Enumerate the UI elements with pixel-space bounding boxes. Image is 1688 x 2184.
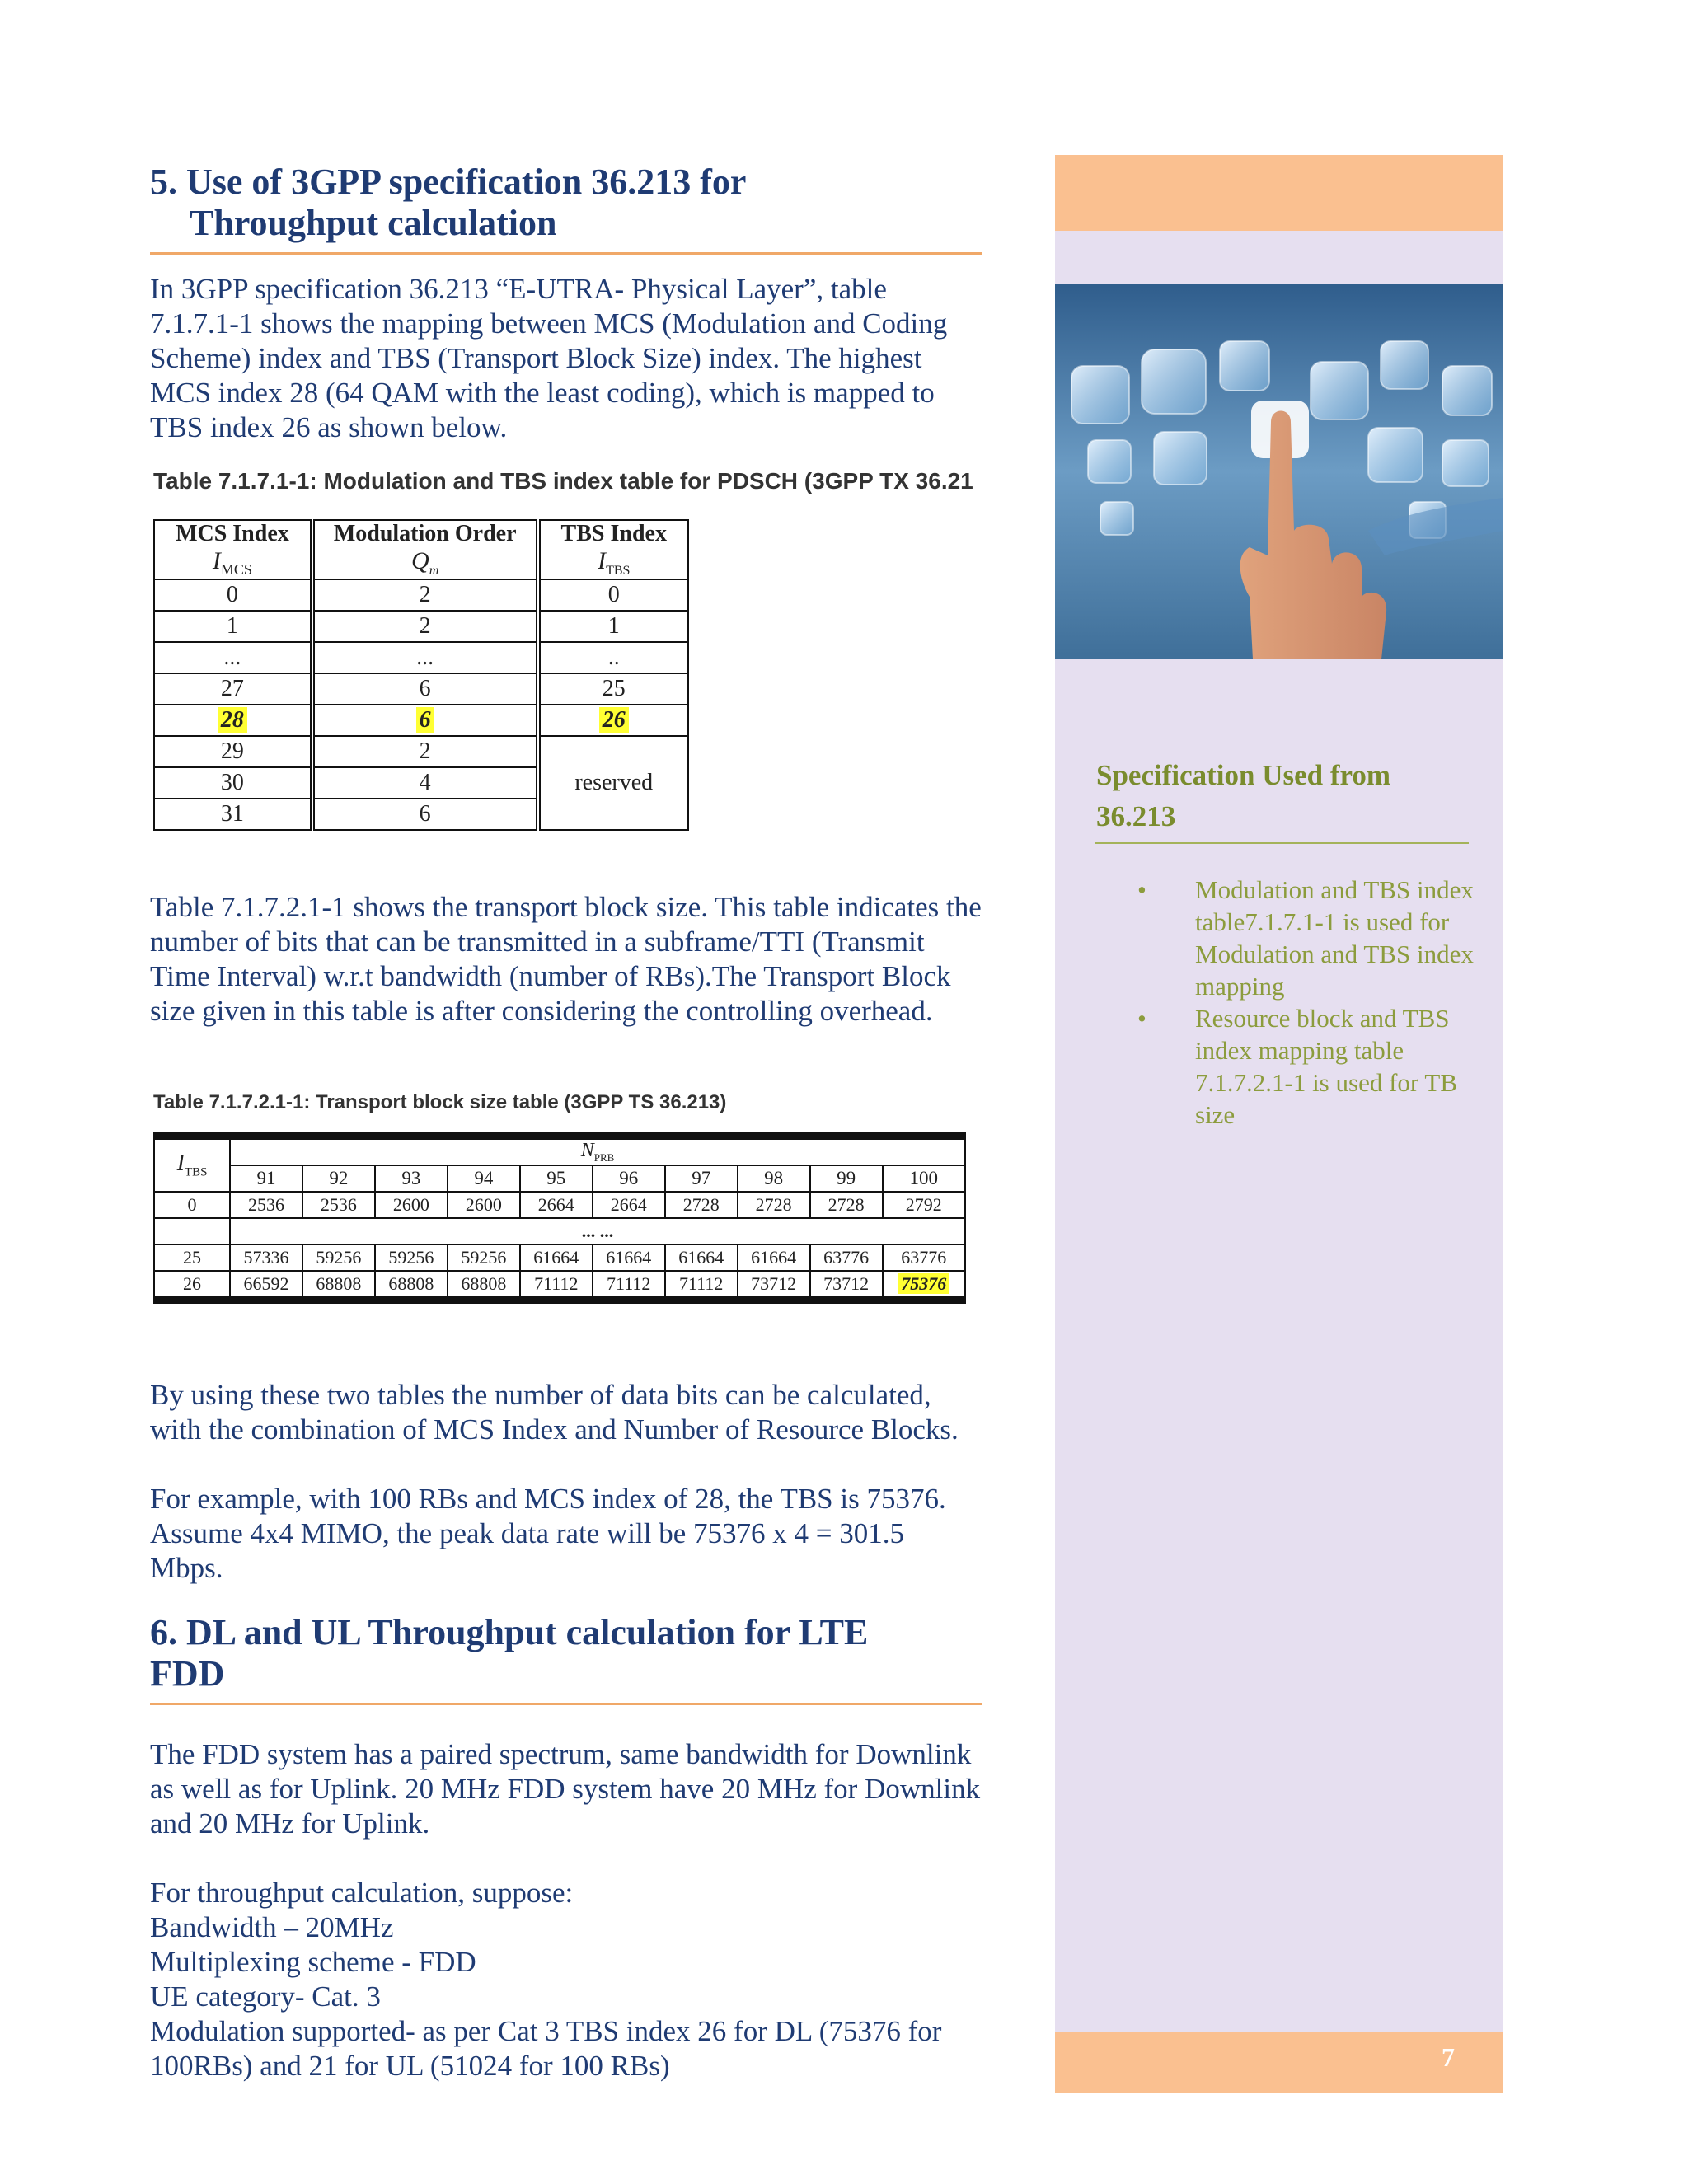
mcs-cell: 29 bbox=[154, 736, 312, 767]
suppose-line: Modulation supported- as per Cat 3 TBS index 26 for DL (75376 for 100RBs) and 21 for UL (51024 for 100 RBs) bbox=[150, 2015, 942, 2082]
tbs-value-cell: 61664 bbox=[738, 1244, 810, 1271]
mcs-cell: ... bbox=[154, 642, 312, 673]
tbs-symbol-sub: TBS bbox=[606, 564, 631, 578]
modulation-cell: 6 bbox=[312, 673, 538, 705]
highlight-tbs-26: 26 bbox=[599, 707, 629, 733]
tbs-value-cell: 2664 bbox=[520, 1192, 593, 1218]
sidebar-item-text: Modulation and TBS index table7.1.7.1-1 is used for Modulation and TBS index mapping bbox=[1195, 875, 1474, 1001]
tbs-row-header-sub: TBS bbox=[184, 1165, 208, 1179]
tbs-value-cell: 61664 bbox=[593, 1244, 665, 1271]
tbs-symbol-main: I bbox=[598, 547, 607, 574]
tbs-value-cell: 73712 bbox=[810, 1271, 883, 1297]
table-row bbox=[154, 1218, 965, 1244]
tbs-row-header-main: I bbox=[176, 1151, 185, 1177]
tbs-value-cell: 2728 bbox=[810, 1192, 883, 1218]
tbs-row-label: 0 bbox=[154, 1192, 230, 1218]
suppose-line: Bandwidth – 20MHz bbox=[150, 1911, 394, 1943]
highlight-modulation-6: 6 bbox=[416, 707, 434, 733]
table-row bbox=[154, 1244, 965, 1271]
calc-paragraph-2: For example, with 100 RBs and MCS index of 28, the TBS is 75376. Assume 4x4 MIMO, the peak data rate will be 75376 x 4 = 301.5 Mbps. bbox=[150, 1483, 946, 1584]
section-6-heading-line2: FDD bbox=[150, 1653, 225, 1694]
mcs-symbol-main: I bbox=[212, 547, 221, 574]
tbs-value-cell: 71112 bbox=[593, 1271, 665, 1297]
tbs-value-cell: 2536 bbox=[302, 1192, 375, 1218]
tbs-value-cell: 68808 bbox=[448, 1271, 520, 1297]
mcs-header-tbs-index bbox=[538, 520, 689, 579]
tbs-value-cell: 59256 bbox=[302, 1244, 375, 1271]
bullet-icon: • bbox=[1137, 1004, 1146, 1033]
tbs-column-group-header bbox=[230, 1139, 965, 1165]
tbs-column-label: 98 bbox=[738, 1165, 810, 1192]
tbs-cell: 0 bbox=[538, 579, 689, 611]
tbs-column-label: 95 bbox=[520, 1165, 593, 1192]
tbs-ellipsis-cell: ... ... bbox=[230, 1218, 965, 1244]
mcs-header-modulation-order bbox=[312, 520, 538, 579]
modulation-cell: 2 bbox=[312, 736, 538, 767]
tbs-value-cell: 2536 bbox=[230, 1192, 302, 1218]
tbs-col-group-main: N bbox=[580, 1140, 594, 1162]
mcs-header-modulation-symbol bbox=[315, 547, 536, 579]
sidebar-item-text: Resource block and TBS index mapping table 7.1.7.2.1-1 is used for TB size bbox=[1195, 1004, 1458, 1129]
modulation-cell: ... bbox=[312, 642, 538, 673]
tbs-value-cell: 71112 bbox=[665, 1271, 738, 1297]
tbs-column-label: 100 bbox=[883, 1165, 965, 1192]
tbs-cell: 25 bbox=[538, 673, 689, 705]
section-5-rule bbox=[150, 252, 982, 255]
tbs-row-label: 25 bbox=[154, 1244, 230, 1271]
tbs-table-caption: Table 7.1.7.2.1-1: Transport block size table (3GPP TS 36.213) bbox=[153, 1091, 727, 1113]
tbs-value-cell: 66592 bbox=[230, 1271, 302, 1297]
mcs-table-header-row bbox=[154, 520, 688, 579]
sidebar-title: Specification Used from 36.213 bbox=[1096, 759, 1391, 832]
section-5-heading-line2: Throughput calculation bbox=[190, 203, 557, 243]
list-item bbox=[1137, 874, 1475, 1002]
highlight-mcs-28: 28 bbox=[218, 707, 247, 733]
modulation-symbol-main: Q bbox=[411, 547, 429, 574]
tbs-value-cell: 2600 bbox=[448, 1192, 520, 1218]
table-row-highlighted bbox=[154, 705, 688, 736]
modulation-cell bbox=[312, 705, 538, 736]
modulation-cell: 2 bbox=[312, 611, 538, 642]
table-row bbox=[154, 673, 688, 705]
tbs-value-cell: 59256 bbox=[448, 1244, 520, 1271]
section-6-rule bbox=[150, 1703, 982, 1705]
tbs-value-cell: 2728 bbox=[665, 1192, 738, 1218]
tbs-table bbox=[153, 1138, 966, 1298]
tbs-cell: 1 bbox=[538, 611, 689, 642]
tbs-value-cell: 2792 bbox=[883, 1192, 965, 1218]
tbs-table-frame bbox=[153, 1132, 966, 1304]
tbs-value-cell: 68808 bbox=[302, 1271, 375, 1297]
tbs-column-label: 91 bbox=[230, 1165, 302, 1192]
sidebar-title-rule bbox=[1095, 842, 1469, 844]
sidebar-photo-finger-touch bbox=[1055, 284, 1503, 659]
suppose-block bbox=[150, 1876, 982, 2083]
mcs-table-caption: Table 7.1.7.1-1: Modulation and TBS index table for PDSCH (3GPP TX 36.21 bbox=[153, 468, 973, 494]
tbs-cell bbox=[538, 705, 689, 736]
mcs-header-mcs-index-label: MCS Index bbox=[176, 521, 289, 546]
tbs-value-cell: 73712 bbox=[738, 1271, 810, 1297]
mcs-cell: 31 bbox=[154, 799, 312, 830]
mcs-header-tbs-symbol bbox=[541, 547, 688, 579]
mcs-header-modulation-order-label: Modulation Order bbox=[333, 521, 517, 546]
tbs-value-cell: 68808 bbox=[375, 1271, 448, 1297]
mcs-symbol-sub: MCS bbox=[220, 561, 252, 578]
mcs-cell bbox=[154, 705, 312, 736]
section-5-heading bbox=[150, 162, 991, 244]
sidebar-list bbox=[1137, 874, 1475, 1131]
page-number: 7 bbox=[1442, 2042, 1455, 2072]
tbs-value-cell: 59256 bbox=[375, 1244, 448, 1271]
tbs-value-cell: 61664 bbox=[665, 1244, 738, 1271]
section-6-heading bbox=[150, 1612, 991, 1694]
table-row bbox=[154, 611, 688, 642]
tbs-row-header bbox=[154, 1139, 230, 1192]
tbs-value-cell: 57336 bbox=[230, 1244, 302, 1271]
section-6-heading-line1: 6. DL and UL Throughput calculation for LTE bbox=[150, 1612, 869, 1652]
mcs-header-tbs-index-label: TBS Index bbox=[560, 521, 667, 546]
sidebar-bottom-band bbox=[1055, 2032, 1503, 2093]
section-6-paragraph-1: The FDD system has a paired spectrum, same bandwidth for Downlink as well as for Uplink. 20 MHz FDD system have 20 MHz for Downlink and 20 MHz for Uplink. bbox=[150, 1738, 981, 1840]
table-row bbox=[154, 642, 688, 673]
mcs-header-mcs-symbol bbox=[155, 547, 310, 579]
tbs-column-label: 99 bbox=[810, 1165, 883, 1192]
tbs-column-label: 92 bbox=[302, 1165, 375, 1192]
bullet-icon: • bbox=[1137, 875, 1146, 904]
modulation-symbol-sub: m bbox=[429, 564, 439, 578]
tbs-row-label bbox=[154, 1218, 230, 1244]
mcs-table bbox=[153, 519, 689, 831]
tbs-value-cell: 2600 bbox=[375, 1192, 448, 1218]
table-row bbox=[154, 579, 688, 611]
tbs-paragraph: Table 7.1.7.2.1-1 shows the transport block size. This table indicates the number of bits that can be transmitted in a subframe/TTI (Transmit Time Interval) w.r.t bandwidth (number of RBs).The Transport Block size given in this table is after considering the controlling overhead. bbox=[150, 891, 982, 1027]
list-item bbox=[1137, 1002, 1475, 1131]
tbs-value-cell: 61664 bbox=[520, 1244, 593, 1271]
tbs-col-group-sub: PRB bbox=[593, 1151, 615, 1164]
tbs-column-label: 94 bbox=[448, 1165, 520, 1192]
tbs-column-label: 93 bbox=[375, 1165, 448, 1192]
mcs-cell: 27 bbox=[154, 673, 312, 705]
mcs-cell: 0 bbox=[154, 579, 312, 611]
table-row bbox=[154, 736, 688, 767]
sidebar bbox=[1055, 155, 1503, 2093]
tbs-header-row bbox=[154, 1139, 965, 1165]
tbs-cell: .. bbox=[538, 642, 689, 673]
table-row bbox=[154, 1271, 965, 1297]
tbs-column-labels-row bbox=[154, 1165, 965, 1192]
suppose-line: Multiplexing scheme - FDD bbox=[150, 1946, 476, 1978]
tbs-value-cell bbox=[883, 1271, 965, 1297]
tbs-value-cell: 71112 bbox=[520, 1271, 593, 1297]
modulation-cell: 4 bbox=[312, 767, 538, 799]
tbs-column-label: 96 bbox=[593, 1165, 665, 1192]
tbs-row-label: 26 bbox=[154, 1271, 230, 1297]
mcs-header-mcs-index bbox=[154, 520, 312, 579]
tbs-column-label: 97 bbox=[665, 1165, 738, 1192]
suppose-line: UE category- Cat. 3 bbox=[150, 1980, 381, 2013]
mcs-cell: 30 bbox=[154, 767, 312, 799]
suppose-line: For throughput calculation, suppose: bbox=[150, 1877, 574, 1909]
calc-paragraph-1: By using these two tables the number of data bits can be calculated, with the combination of MCS Index and Number of Resource Blocks. bbox=[150, 1379, 959, 1446]
tbs-reserved-cell: reserved bbox=[538, 736, 689, 830]
section-5-intro: In 3GPP specification 36.213 “E-UTRA- Physical Layer”, table 7.1.7.1-1 shows the mapping between MCS (Modulation and Coding Scheme) index and TBS (Transport Block Size) index. The highest MCS index 28 (64 QAM with the least coding), which is mapped to TBS index 26 as shown below. bbox=[150, 273, 948, 443]
modulation-cell: 2 bbox=[312, 579, 538, 611]
sidebar-top-band bbox=[1055, 155, 1503, 231]
tbs-value-cell: 63776 bbox=[883, 1244, 965, 1271]
finger-touch-illustration bbox=[1055, 284, 1503, 659]
table-row bbox=[154, 1192, 965, 1218]
tbs-value-cell: 63776 bbox=[810, 1244, 883, 1271]
mcs-cell: 1 bbox=[154, 611, 312, 642]
tbs-value-cell: 2664 bbox=[593, 1192, 665, 1218]
tbs-value-cell: 2728 bbox=[738, 1192, 810, 1218]
modulation-cell: 6 bbox=[312, 799, 538, 830]
section-5-heading-line1: 5. Use of 3GPP specification 36.213 for bbox=[150, 162, 747, 202]
highlight-tbs-75376: 75376 bbox=[898, 1273, 950, 1294]
